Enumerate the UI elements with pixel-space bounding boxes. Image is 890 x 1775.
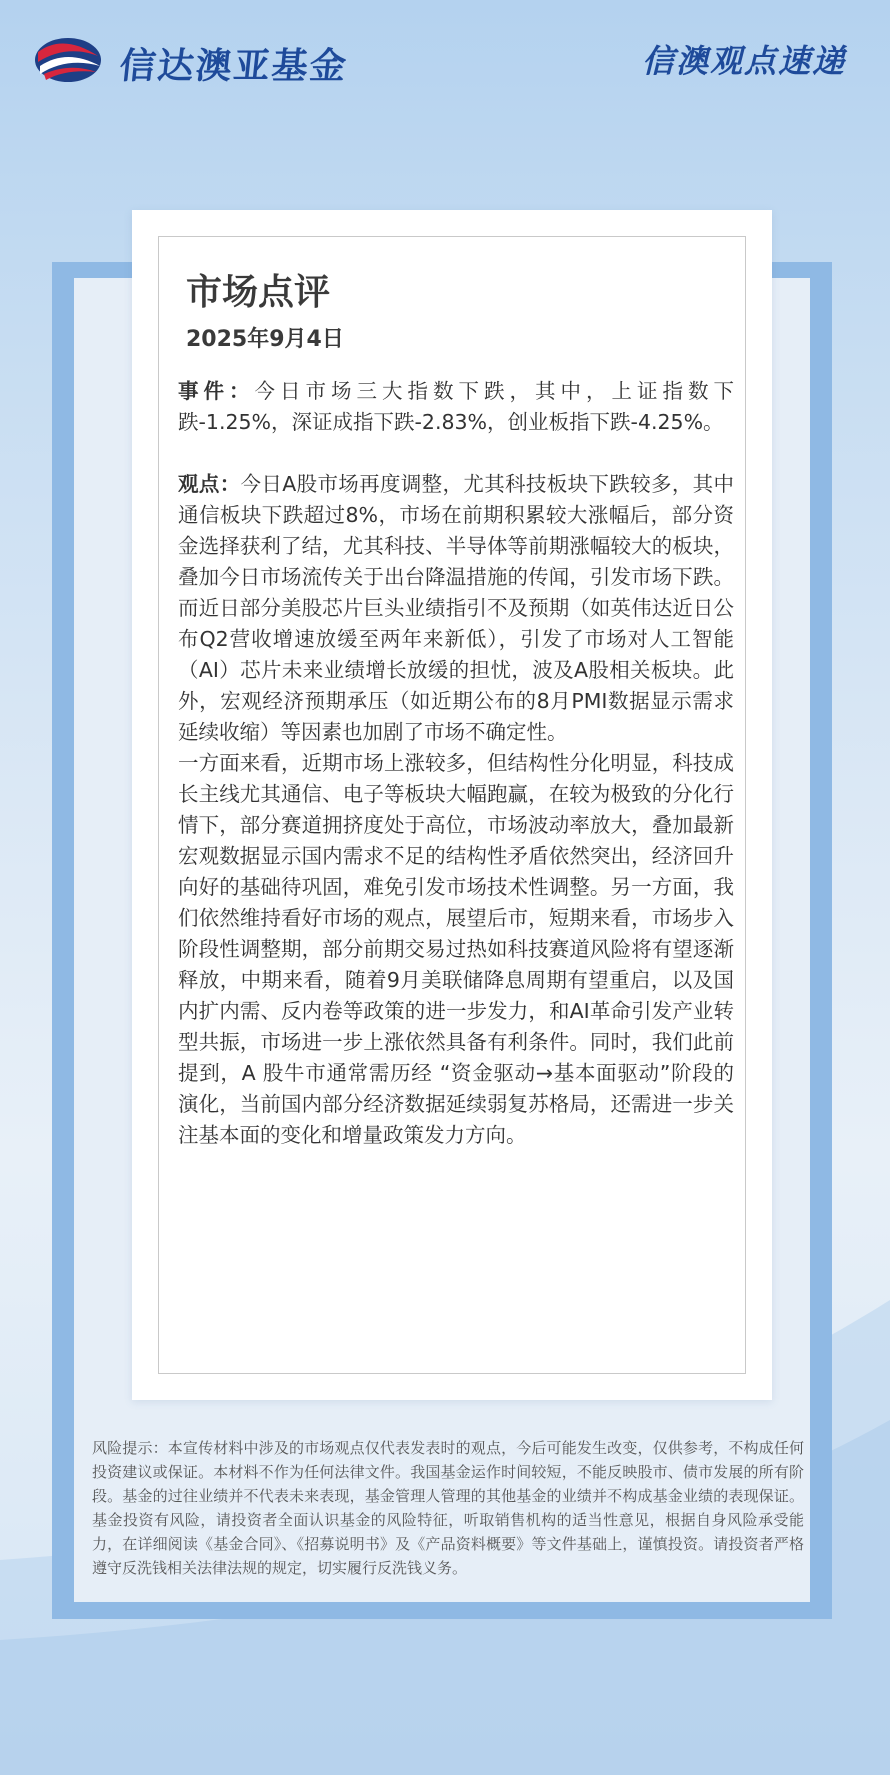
article-date: 2025年9月4日 <box>186 327 344 352</box>
header-slogan: 信澳观点速递 <box>641 42 846 80</box>
fund-logo-text: 信达澳亚基金 <box>117 46 350 87</box>
page-header <box>0 0 890 130</box>
risk-disclaimer: 风险提示：本宣传材料中涉及的市场观点仅代表发表时的观点，今后可能发生改变，仅供参考，不构成任何投资建议或保证。本材料不作为任何法律文件。我国基金运作时间较短，不能反映股市、债市发展的所有阶段。基金的过往业绩并不代表未来表现，基金管理人管理的其他基金的业绩并不构成基金业绩的表现保证。基金投资有风险，请投资者全面认识基金的风险特征，听取销售机构的适当性意见，根据自身风险承受能力，在详细阅读《基金合同》、《招募说明书》及《产品资料概要》等文件基础上，谨慎投资。请投资者严格遵守反洗钱相关法律法规的规定，切实履行反洗钱义务。 <box>92 1439 804 1577</box>
view-paragraph <box>178 469 734 748</box>
analysis-paragraph: 一方面来看，近期市场上涨较多，但结构性分化明显，科技成长主线尤其通信、电子等板块大幅跑赢，在较为极致的分化行情下，部分赛道拥挤度处于高位，市场波动率放大，叠加最新宏观数据显示国内需求不足的结构性矛盾依然突出，经济回升向好的基础待巩固，难免引发市场技术性调整。另一方面，我们依然维持看好市场的观点，展望后市，短期来看，市场步入阶段性调整期，部分前期交易过热如科技赛道风险将有望逐渐释放，中期来看，随着9月美联储降息周期有望重启，以及国内扩内需、反内卷等政策的进一步发力，和AI革命引发产业转型共振，市场进一步上涨依然具备有利条件。同时，我们此前提到，A 股牛市通常需历经 “资金驱动→基本面驱动”阶段的演化，当前国内部分经济数据延续弱复苏格局，还需进一步关注基本面的变化和增量政策发力方向。 <box>178 751 734 1147</box>
view-label: 观点： <box>178 472 241 496</box>
view-text: 今日A股市场再度调整，尤其科技板块下跌较多，其中通信板块下跌超过8%，市场在前期积累较大涨幅后，部分资金选择获利了结，尤其科技、半导体等前期涨幅较大的板块，叠加今日市场流传关于出台降温措施的传闻，引发市场下跌。而近日部分美股芯片巨头业绩指引不及预期（如英伟达近日公布Q2营收增速放缓至两年来新低），引发了市场对人工智能（AI）芯片未来业绩增长放缓的担忧，波及A股相关板块。此外，宏观经济预期承压（如近期公布的8月PMI数据显示需求延续收缩）等因素也加剧了市场不确定性。 <box>178 472 735 744</box>
fund-logo-icon <box>34 36 102 84</box>
event-paragraph <box>178 376 734 438</box>
event-text: 今日市场三大指数下跌，其中，上证指数下跌-1.25%，深证成指下跌-2.83%，创业板指下跌-4.25%。 <box>178 379 734 434</box>
article-title: 市场点评 <box>186 272 331 313</box>
article-card <box>132 210 772 1400</box>
article-body <box>178 376 734 1151</box>
event-label: 事件： <box>178 379 255 403</box>
